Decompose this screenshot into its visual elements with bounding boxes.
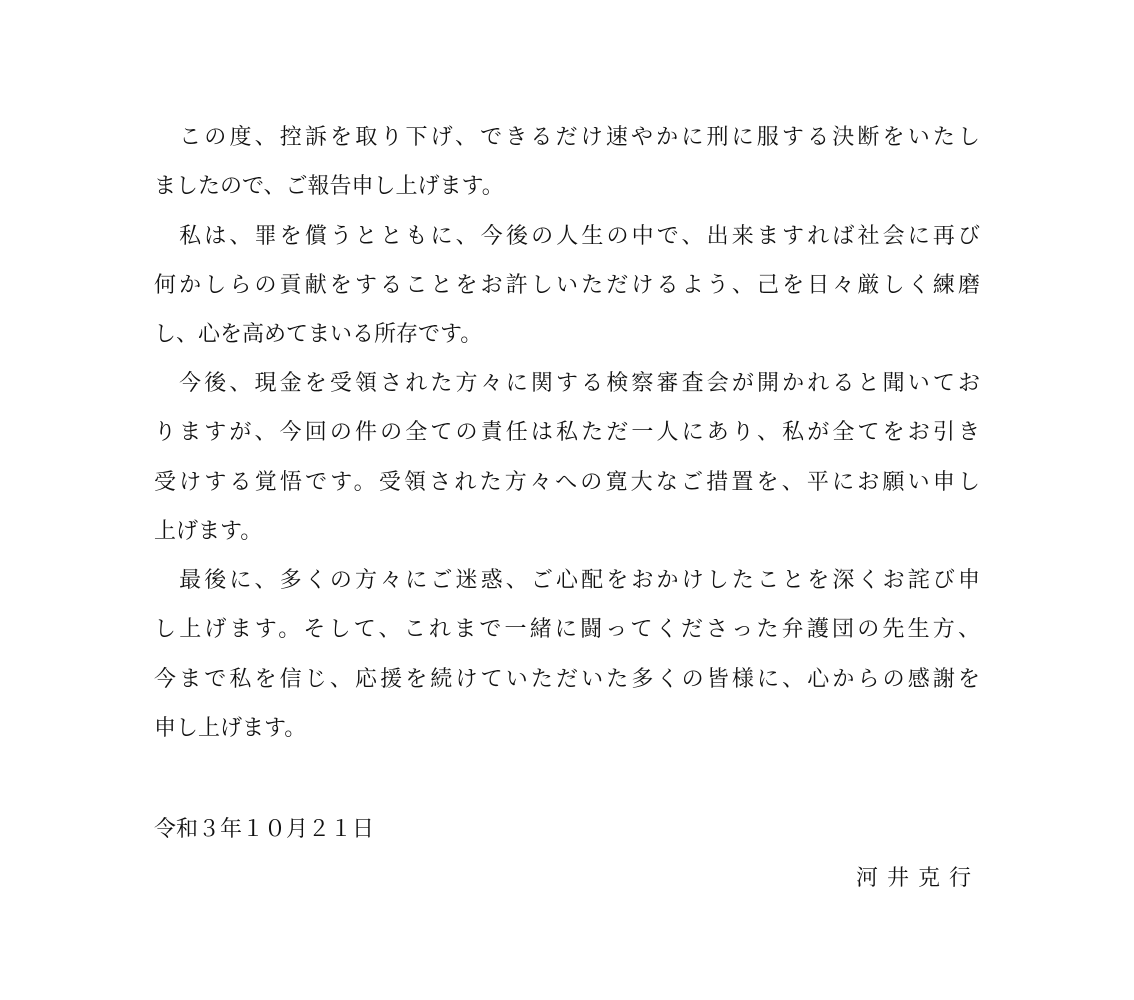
paragraph-2-line-3: し、心を高めてまいる所存です。 (154, 322, 483, 347)
paragraph-3-line-4: 上げます。 (154, 519, 263, 544)
paragraph-4-line-1: 最後に、多くの方々にご迷惑、ご心配をおかけしたことを深くお詫び申 (154, 568, 980, 593)
paragraph-3-line-2: りますが、今回の件の全ての責任は私ただ一人にあり、私が全てをお引き (154, 420, 980, 445)
paragraph-2-line-1: 私は、罪を償うとともに、今後の人生の中で、出来ますれば社会に再び (154, 224, 980, 249)
paragraph-1-line-2: ましたので、ご報告申し上げます。 (154, 174, 504, 199)
paragraph-3-line-3: 受けする覚悟です。受領された方々への寛大なご措置を、平にお願い申し (154, 470, 980, 495)
paragraph-1-line-1: この度、控訴を取り下げ、できるだけ速やかに刑に服する決断をいたし (154, 125, 980, 150)
paragraph-4-line-2: し上げます。そして、これまで一緒に闘ってくださった弁護団の先生方、 (154, 617, 980, 642)
signature-name: 河井克行 (855, 866, 980, 891)
paragraph-2-line-2: 何かしらの貢献をすることをお許しいただけるよう、己を日々厳しく練磨 (154, 273, 980, 298)
paragraph-4-line-3: 今まで私を信じ、応援を続けていただいた多くの皆様に、心からの感謝を (154, 667, 980, 692)
statement-date: 令和３年１０月２１日 (154, 817, 375, 842)
paragraph-3-line-1: 今後、現金を受領された方々に関する検察審査会が開かれると聞いてお (154, 371, 980, 396)
paragraph-4-line-4: 申し上げます。 (154, 716, 307, 741)
